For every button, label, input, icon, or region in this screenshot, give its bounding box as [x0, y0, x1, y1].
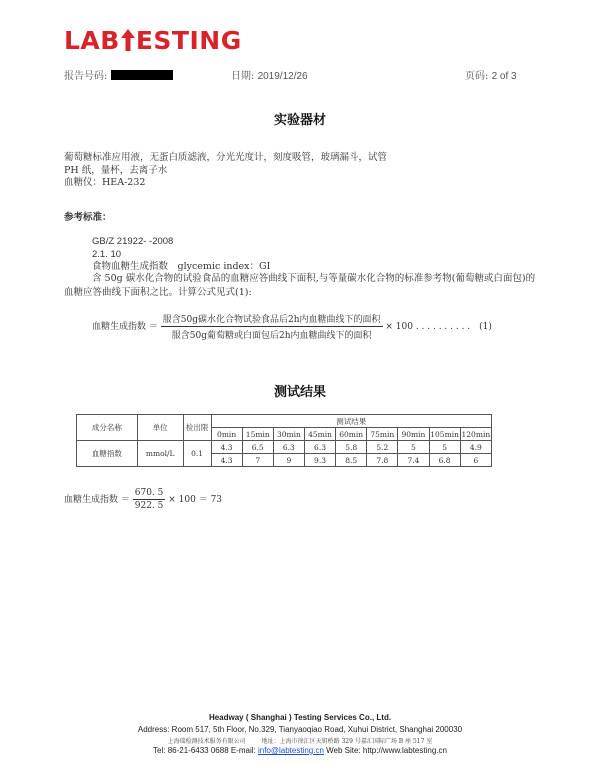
cell: 5	[429, 441, 460, 454]
calc-numerator: 670. 5	[134, 488, 164, 498]
page-number	[465, 67, 517, 82]
logo-text-prefix: LAB	[64, 26, 120, 55]
equipment-line: PH 纸，量杯，去离子水	[64, 164, 168, 176]
cell: 6	[460, 454, 491, 467]
footer-tel: Tel: 86-21-6433 0688 E-mail:	[153, 746, 258, 755]
redacted-report-number	[111, 70, 173, 80]
report-number	[64, 67, 173, 82]
formula-numerator: 服含50g碳水化合物试验食品后2h内血糖曲线下的面积	[161, 312, 383, 327]
cell: 9	[273, 454, 304, 467]
cell: 8.5	[336, 454, 367, 467]
header-item: 成分名称	[77, 415, 138, 441]
report-number-label: 报告号码:	[64, 71, 108, 82]
footer-email-link[interactable]: info@labtesting.cn	[257, 746, 324, 755]
header-unit: 单位	[137, 415, 183, 441]
references-title: 参考标准：	[64, 212, 112, 223]
standard-code: GB/Z 21922- -2008	[92, 236, 174, 247]
logo-arrow-icon	[121, 29, 135, 51]
footer-cn-address: 地址：上海市徐汇区天钥桥路 329 号嘉汇国际广场 B 座 517 室	[261, 738, 433, 745]
row-unit: mmol/L	[137, 441, 183, 467]
time-header: 105min	[430, 429, 459, 439]
header-limit: 检出限	[183, 415, 211, 441]
gi-formula	[92, 312, 492, 341]
time-header: 45min	[304, 428, 335, 441]
cell: 5.8	[336, 441, 367, 454]
gi-term: 食物血糖生成指数 glycemic index：GI	[92, 261, 271, 272]
standard-section: 2.1. 10	[92, 249, 122, 260]
footer-address: Address: Room 517, 5th Floor, No.329, Tianyaoqiao Road, Xuhui District, Shanghai 200030	[137, 725, 463, 734]
footer-website: Web Site: http://www.labtesting.cn	[323, 746, 447, 755]
time-header: 0min	[211, 428, 242, 441]
cell: 6.3	[304, 441, 335, 454]
formula-denominator: 服含50g葡萄糖或白面包后2h内血糖曲线下的面积	[171, 331, 372, 341]
time-header: 60min	[336, 428, 367, 441]
equipment-title: 实验器材	[273, 113, 326, 128]
table-row	[77, 441, 492, 454]
time-header: 90min	[398, 428, 429, 441]
cell: 7.4	[398, 454, 429, 467]
cell: 9.3	[304, 454, 335, 467]
equipment-list	[64, 152, 387, 190]
gi-calculation	[64, 488, 222, 511]
calc-tail: × 100 ＝ 73	[168, 495, 223, 505]
results-title: 测试结果	[273, 385, 326, 400]
cell: 7	[242, 454, 273, 467]
cell: 6.3	[273, 441, 304, 454]
page-value: 2 of 3	[491, 71, 517, 82]
cell: 4.3	[211, 441, 242, 454]
time-header: 15min	[242, 428, 273, 441]
report-date	[231, 67, 308, 82]
cell: 6.8	[429, 454, 460, 467]
row-limit: 0.1	[183, 441, 211, 467]
date-value: 2019/12/26	[257, 71, 308, 82]
equipment-line: 血糖仪：HEA-232	[64, 177, 146, 188]
footer-cn-line	[0, 736, 600, 745]
time-header: 75min	[367, 428, 398, 441]
calc-denominator: 922. 5	[134, 501, 164, 511]
cell: 5.2	[367, 441, 398, 454]
formula-tail: × 100 . . . . . . . . . . (1)	[385, 322, 492, 332]
calc-label: 血糖生成指数 ＝	[64, 495, 130, 505]
formula-fraction	[161, 312, 383, 341]
cell: 5	[398, 441, 429, 454]
company-logo	[64, 26, 242, 55]
logo-text-suffix: ESTING	[135, 26, 242, 55]
time-header: 120min	[461, 429, 491, 439]
cell: 4.3	[211, 454, 242, 467]
page-label: 页码:	[465, 71, 489, 82]
footer-company: Headway ( Shanghai ) Testing Services Co., Ltd.	[208, 713, 392, 722]
cell: 7.8	[367, 454, 398, 467]
footer-contact	[0, 746, 600, 755]
results-table	[76, 414, 492, 467]
header-results-group: 测试结果	[211, 415, 491, 428]
date-label: 日期:	[231, 71, 255, 82]
time-header: 30min	[273, 428, 304, 441]
calc-fraction	[133, 488, 166, 511]
cell: 6.5	[242, 441, 273, 454]
gi-definition: 含 50g 碳水化合物的试验食品的血糖应答曲线下面积,与等量碳水化合物的标准参考物(葡萄糖或白面包)的血糖应答曲线下面积之比。计算公式见式(1):	[64, 273, 536, 298]
row-name: 血糖指数	[77, 441, 138, 467]
footer-cn-company: 上海瑞检测技术服务有限公司	[167, 738, 246, 745]
equipment-line: 葡萄糖标准应用液，无蛋白质滤液，分光光度计，刻度吸管，玻璃漏斗，试管	[64, 152, 388, 163]
formula-label: 血糖生成指数 ＝	[92, 322, 158, 332]
cell: 4.9	[460, 441, 491, 454]
